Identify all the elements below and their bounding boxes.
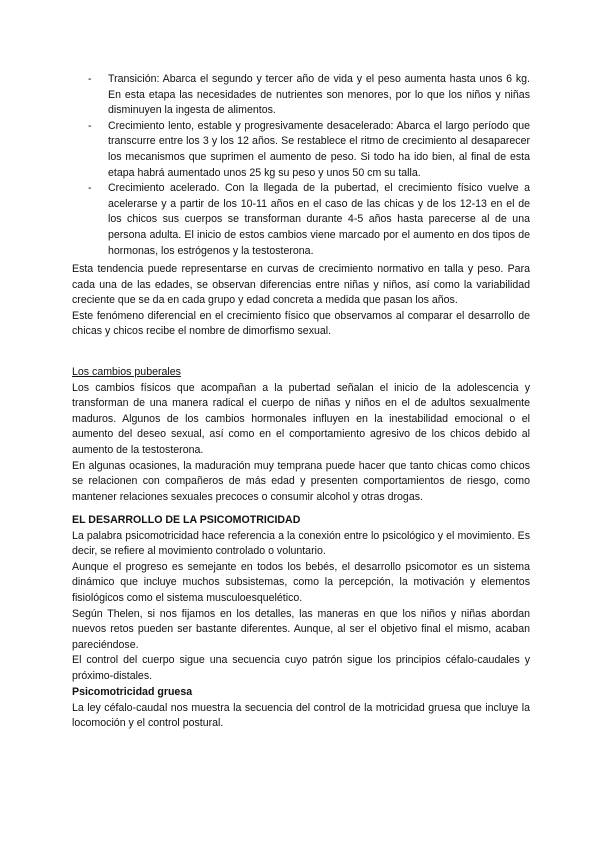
paragraph: La palabra psicomotricidad hace referencia a la conexión entre lo psicológico y el movimiento. Es decir, se refiere al movimiento controlado o voluntario. xyxy=(72,529,530,558)
paragraph: Según Thelen, si nos fijamos en los detalles, las maneras en que los niños y niñas abordan nuevos retos pueden ser bastante diferentes. Aunque, al ser el objetivo final el mismo, acaban pareciéndose. xyxy=(72,607,530,651)
list-item xyxy=(88,72,530,119)
paragraph: Aunque el progreso es semejante en todos los bebés, el desarrollo psicomotor es un sistema dinámico que incluye muchos subsistemas, como la percepción, la motivación y elementos fisiológicos como el sistema musculoesquelético. xyxy=(72,560,530,604)
paragraph: El control del cuerpo sigue una secuencia cuyo patrón sigue los principios céfalo-caudales y próximo-distales. xyxy=(72,654,530,682)
growth-stages-list xyxy=(88,72,530,259)
list-item xyxy=(88,181,530,259)
psicomotricidad-section xyxy=(72,513,530,685)
list-item-text: Crecimiento acelerado. Con la llegada de la pubertad, el crecimiento físico vuelve a acelerarse y a partir de los 10-11 años en el caso de las chicas y de los 12-13 en el de los chicos sus cuerpos se transforman durante 4-5 años hasta parecerse al de una persona adulta. El inicio de estos cambios viene marcado por el aumento en dos tipos de hormonas, los estrógenos y la testosterona. xyxy=(108,182,530,257)
section-heading: EL DESARROLLO DE LA PSICOMOTRICIDAD xyxy=(72,514,301,526)
bullet-marker: - xyxy=(88,182,92,195)
paragraph: En algunas ocasiones, la maduración muy temprana puede hacer que tanto chicas como chicos se relacionen con compañeros de más edad y presenten comportamientos de riesgo, como mantener relaciones sexuales precoces o consumir alcohol y otras drogas. xyxy=(72,459,530,503)
section-heading: Psicomotricidad gruesa xyxy=(72,686,193,698)
paragraph: Los cambios físicos que acompañan a la pubertad señalan el inicio de la adolescencia y transforman de una manera radical el cuerpo de niñas y niños en el de adultos sexualmente maduros. Algunos de los cambios hormonales influyen en la inestabilidad emocional o el aumento del deseo sexual, así como en el comportamiento agresivo de los chicos debido al aumento de la testosterona. xyxy=(72,381,530,456)
gruesa-section xyxy=(72,685,530,732)
puberal-section xyxy=(72,365,530,505)
section-heading: Los cambios puberales xyxy=(72,366,181,378)
list-item xyxy=(88,119,530,181)
growth-section xyxy=(72,262,530,340)
paragraph: Este fenómeno diferencial en el crecimiento físico que observamos al comparar el desarrollo de chicas y chicos recibe el nombre de dimorfismo sexual. xyxy=(72,309,530,338)
bullet-marker: - xyxy=(88,119,92,132)
list-item-text: Transición: Abarca el segundo y tercer año de vida y el peso aumenta hasta unos 6 kg. En esta etapa las necesidades de nutrientes son menores, por lo que los niños y niñas disminuyen la ingesta de alimentos. xyxy=(108,73,530,117)
paragraph: Esta tendencia puede representarse en curvas de crecimiento normativo en talla y peso. Para cada una de las edades, se observan diferencias entre niñas y niños, así como la variabilidad creciente que se da en cada grupo y edad concreta a medida que pasan los años. xyxy=(72,263,530,307)
bullet-marker: - xyxy=(88,73,92,85)
paragraph: La ley céfalo-caudal nos muestra la secuencia del control de la motricidad gruesa que incluye la locomoción y el control postural. xyxy=(72,701,530,730)
list-item-text: Crecimiento lento, estable y progresivamente desacelerado: Abarca el largo período que transcurre entre los 3 y los 12 años. Se restablece el ritmo de crecimiento al desaparecer los mecanismos que suprimen el aumento de peso. Si todo ha ido bien, al final de esta etapa habrá aumentado unos 25 kg su peso y unos 50 cm su talla. xyxy=(108,119,530,179)
